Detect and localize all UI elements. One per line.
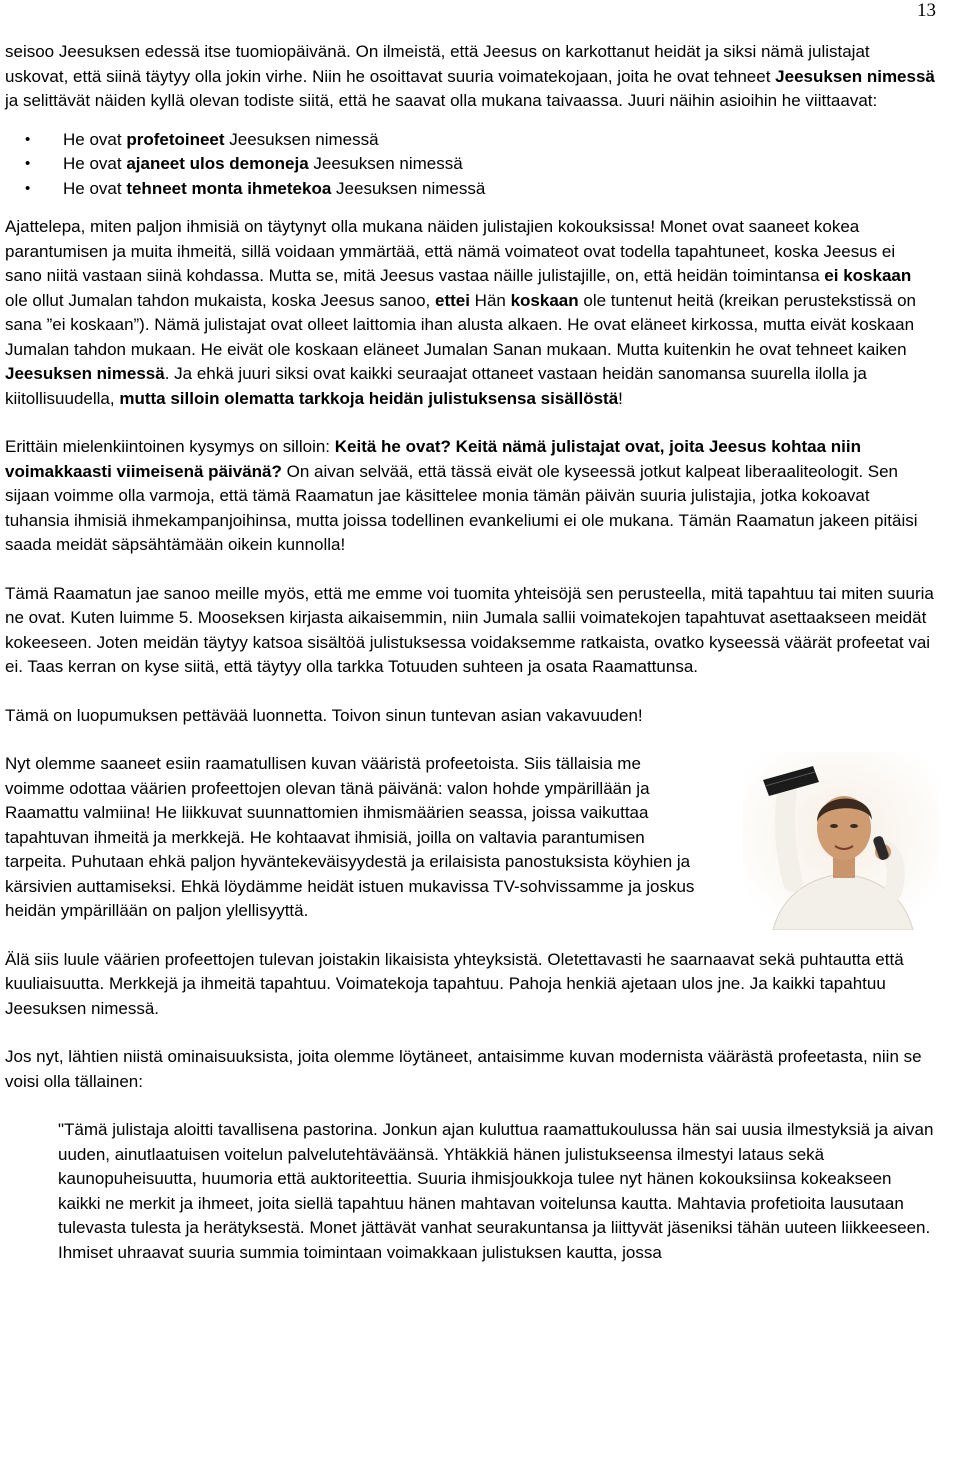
text: . Ja ehkä juuri siksi ovat kaikki seuraajat ottaneet vastaan heidän sanomansa suurella ilolla ja kiitollisuudella, — [5, 364, 867, 408]
bullet-icon: • — [25, 130, 31, 148]
bold-text: ajaneet ulos demoneja — [126, 154, 309, 173]
text: ! — [618, 388, 623, 408]
bold-text: ei koskaan — [824, 266, 912, 285]
bold-text: Jeesuksen nimessä — [775, 66, 935, 86]
bold-text: Keitä he ovat? Keitä nämä julistajat ovat, joita Jeesus kohtaa niin voimakkaasti viimeisenä päivänä? — [5, 437, 861, 481]
document-body — [5, 40, 935, 1265]
section-with-photo — [5, 752, 935, 924]
paragraph-5: Tämä on luopumuksen pettävää luonnetta. Toivon sinun tuntevan asian vakavuuden! — [5, 705, 643, 725]
paragraph-4: Tämä Raamatun jae sanoo meille myös, että me emme voi tuomita yhteisöjä sen perusteella, mitä tapahtuu tai miten suuria ne ovat. Kuten luimme 5. Mooseksen kirjasta aikaisemmin, niin Jumala sallii voimatekojen tapahtuvat asettaakseen meidät kokeeseen. Joten meidän täytyy katsoa sisältöä julistuksessa voidaksemme ratkaista, ovatko kyseessä väärät profeetat vai ei. Taas kerran on kyse siitä, että täytyy olla tarkka Totuuden suhteen ja osata Raamattunsa. — [5, 583, 934, 676]
text: He ovat — [63, 154, 127, 173]
text: He ovat — [63, 129, 127, 149]
bold-text: koskaan — [510, 290, 579, 310]
paragraph-8: Jos nyt, lähtien niistä ominaisuuksista, joita olemme löytäneet, antaisimme kuvan modernista väärästä profeetasta, niin se voisi olla tällainen: — [5, 1047, 922, 1091]
text: Hän — [469, 290, 511, 310]
bullet-icon: • — [25, 179, 31, 197]
page-number: 13 — [917, 0, 936, 21]
list-item — [5, 177, 935, 202]
text: He ovat — [63, 178, 127, 198]
bold-text: tehneet monta ihmetekoa — [126, 178, 332, 198]
paragraph-3 — [5, 435, 935, 558]
bold-text: mutta silloin olematta tarkkoja heidän julistuksensa sisällöstä — [119, 388, 619, 408]
list-item — [5, 128, 935, 153]
text: Jeesuksen nimessä — [331, 178, 486, 198]
preacher-photo-illustration — [743, 752, 939, 930]
text: ole ollut Jumalan tahdon mukaista, koska Jeesus sanoo, — [5, 290, 435, 310]
text: ole tuntenut heitä (kreikan perustekstissä on sana ”ei koskaan”). Nämä julistajat ovat olleet laittomia ihan alusta alkaen. He ovat eläneet kirkossa, mutta eivät koskaan Jumalan tahdon mukaan. He eivät ole koskaan eläneet Jumalan Sanan mukaan. Mutta kuitenkin he ovat tehneet kaiken — [5, 290, 917, 359]
text: Ajattelepa, miten paljon ihmisiä on täytynyt olla mukana näiden julistajien kokouksissa! Monet ovat saaneet kokea parantumisen ja muita ihmeitä, sillä voidaan ymmärtää, että nämä voimateot ovat todella tapahtuneet, koska Jeesus ei sano niitä vastaan siinä kohdassa. Mutta se, mitä Jeesus vastaa näille julistajille, on, että heidän toimintansa — [5, 217, 896, 285]
bullet-list — [5, 128, 935, 202]
bullet-icon: • — [25, 155, 31, 172]
text: ja selittävät näiden kyllä olevan todiste siitä, että he saavat olla mukana taivaassa. Juuri näihin asioihin he viittaavat: — [5, 91, 878, 110]
list-item — [5, 152, 935, 177]
paragraph-2 — [5, 215, 935, 411]
text: On aivan selvää, että tässä eivät ole kyseessä jotkut kalpeat liberaaliteologit. Sen sijaan voimme olla varmoja, että tämä Raamatun jae käsittelee monia tämän päivän suuria julistajia, jotka kokoavat tuhansia ihmisiä ihmekampanjoihinsa, mutta joissa todellinen evankeliumi ei ole mukana. Tämän Raamatun jakeen pitäisi saada meidät säpsähtämään oikein kunnolla! — [5, 461, 918, 554]
paragraph-7: Älä siis luule väärien profeettojen tulevan joistakin likaisista yhteyksistä. Oletettavasti he saarnaavat sekä puhtautta että kuuliaisuutta. Merkkejä ja ihmeitä tapahtuu. Voimatekoja tapahtuu. Pahoja henkiä ajetaan ulos jne. Ja kaikki tapahtuu Jeesuksen nimessä. — [5, 949, 904, 1018]
bold-text: profetoineet — [126, 129, 225, 149]
quote-block: "Tämä julistaja aloitti tavallisena pastorina. Jonkun ajan kuluttua raamattukoulussa hän sai uusia ilmestyksiä ja aivan uuden, ainutlaatuisen voitelun palvelutehtäväänsä. Yhtäkkiä hänen julistukseensa ilmestyi lataus sekä kaunopuheisuutta, huumoria että auktoriteettia. Suuria ihmisjoukkoja tulee nyt hänen kokouksiinsa kokeakseen kaikki ne merkit ja ihmeet, joita siellä tapahtuu hänen mahtavan voitelunsa kautta. Mahtavia profetioita lausutaan tulevasta tulesta ja herätyksestä. Monet jättävät vanhat seurakuntansa ja liittyvät jäseniksi tähän uuteen liikkeeseen. Ihmiset uhraavat suuria summia toimintaan voimakkaan julistuksen kautta, jossa — [58, 1120, 934, 1262]
paragraph-6: Nyt olemme saaneet esiin raamatullisen kuvan vääristä profeetoista. Siis tällaisia me voimme odottaa väärien profeettojen olevan tänä päivänä: valon hohde ympärillään ja Raamattu valmiina! He liikkuvat suunnattomien ihmismäärien seassa, joissa vaikuttaa tapahtuvan ihmeitä ja merkkejä. He kohtaavat ihmisiä, joilla on valtavia parantumisen tarpeita. Puhutaan ehkä paljon hyväntekeväisyydestä ja erilaisista panostuksista köyhien ja kärsivien auttamiseksi. Ehkä löydämme heidät istuen mukavissa TV-sohvissamme ja joskus heidän ympärillään on paljon ylellisyyttä. — [5, 754, 695, 920]
preacher-photo — [743, 752, 939, 930]
text: Erittäin mielenkiintoinen kysymys on silloin: — [5, 437, 335, 456]
paragraph-1 — [5, 40, 935, 114]
text: Jeesuksen nimessä — [224, 129, 379, 149]
bold-text: Jeesuksen nimessä — [5, 364, 165, 383]
text: Jeesuksen nimessä — [308, 154, 463, 173]
bold-text: ettei — [434, 290, 470, 310]
text: seisoo Jeesuksen edessä itse tuomiopäivänä. On ilmeistä, että Jeesus on karkottanut heidät ja siksi nämä julistajat uskovat, että siinä täytyy olla jokin virhe. Niin he osoittavat suuria voimatekojaan, joita he ovat tehneet — [5, 42, 870, 86]
